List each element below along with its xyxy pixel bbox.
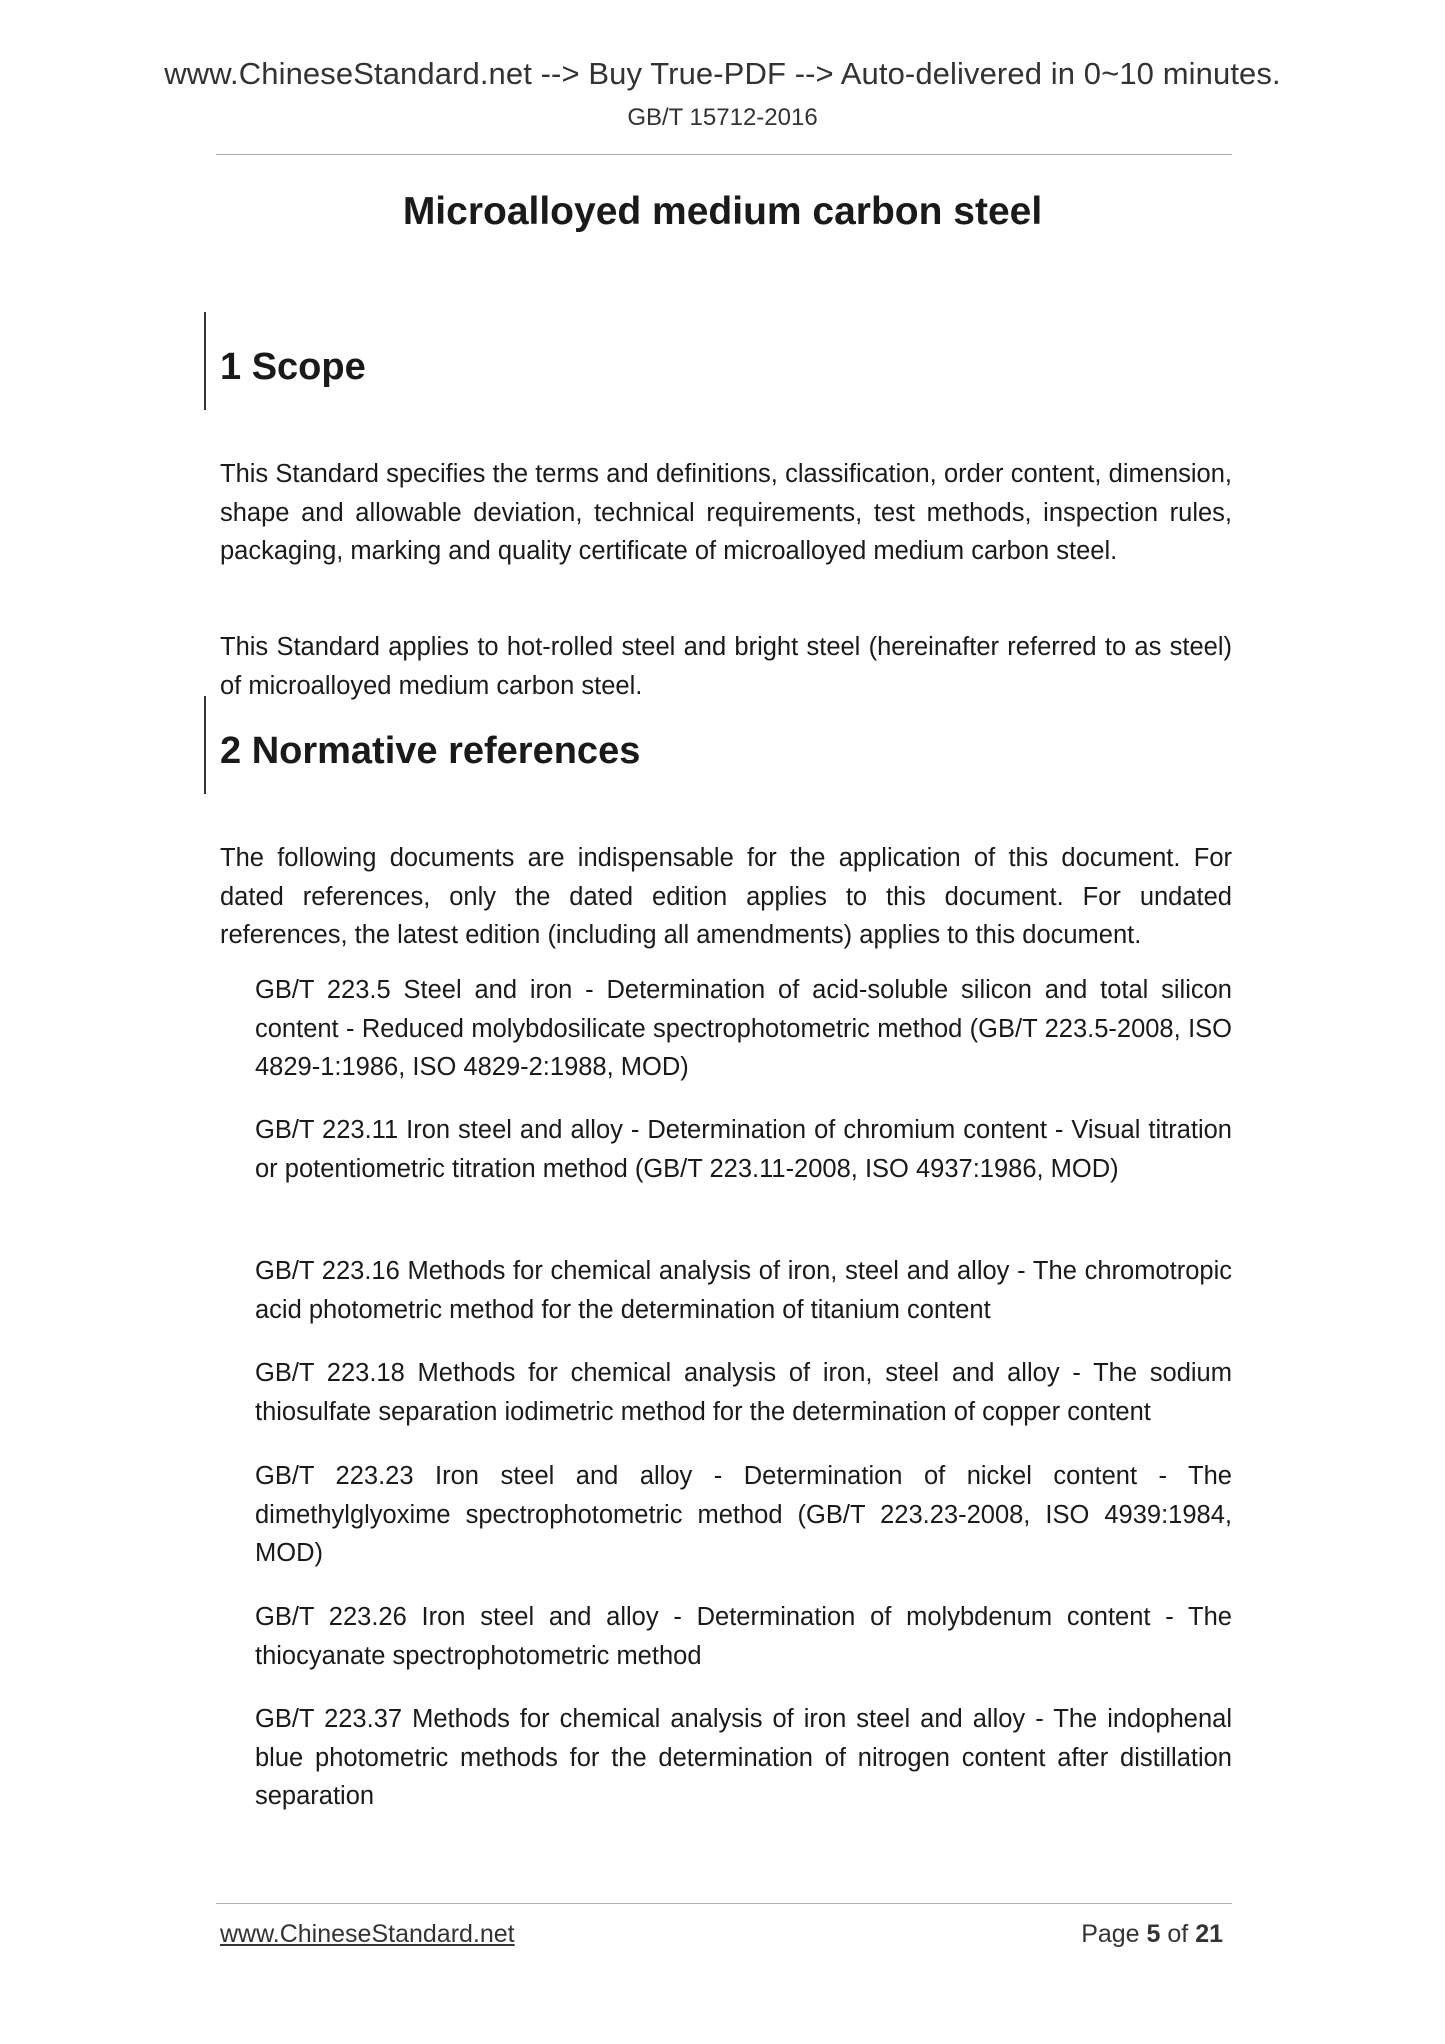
page-indicator <box>1081 1920 1223 1949</box>
references-intro-paragraph: The following documents are indispensable for the application of this document. For dated references, only the dated edition applies to this document. For undated references, the latest edition (including all amendments) applies to this document. <box>220 844 1232 949</box>
reference-item: GB/T 223.11 Iron steel and alloy - Determination of chromium content - Visual titration or potentiometric titration method (GB/T 223.11-2008, ISO 4937:1986, MOD) <box>255 1116 1232 1183</box>
page-current: 5 <box>1146 1920 1161 1948</box>
reference-item: GB/T 223.37 Methods for chemical analysis of iron steel and alloy - The indophenal blue photometric methods for the determination of nitrogen content after distillation separation <box>255 1705 1232 1810</box>
header-banner: www.ChineseStandard.net --> Buy True-PDF --> Auto-delivered in 0~10 minutes. <box>164 56 1281 91</box>
section-1-bar <box>204 312 206 410</box>
reference-item: GB/T 223.16 Methods for chemical analysis of iron, steel and alloy - The chromotropic acid photometric method for the determination of titanium content <box>255 1257 1232 1324</box>
section-2-bar <box>204 696 206 794</box>
section-1-heading: 1 Scope <box>220 346 366 388</box>
reference-item: GB/T 223.26 Iron steel and alloy - Determination of molybdenum content - The thiocyanate spectrophotometric method <box>255 1603 1232 1670</box>
document-title: Microalloyed medium carbon steel <box>402 190 1043 233</box>
reference-item: GB/T 223.23 Iron steel and alloy - Determination of nickel content - The dimethylglyoxime spectrophotometric method (GB/T 223.23-2008, ISO 4939:1984, MOD) <box>255 1462 1232 1567</box>
page-prefix: Page <box>1081 1920 1147 1948</box>
section-2-heading: 2 Normative references <box>220 730 641 772</box>
scope-paragraph-2: This Standard applies to hot-rolled steel and bright steel (hereinafter referred to as steel) of microalloyed medium carbon steel. <box>220 633 1232 700</box>
header-divider <box>216 154 1232 155</box>
standard-number: GB/T 15712-2016 <box>627 104 818 131</box>
scope-paragraph-1: This Standard specifies the terms and definitions, classification, order content, dimension, shape and allowable deviation, technical requirements, test methods, inspection rules, packaging, marking and quality certificate of microalloyed medium carbon steel. <box>220 460 1232 565</box>
footer-divider <box>216 1903 1232 1904</box>
footer-website-link[interactable]: www.ChineseStandard.net <box>220 1920 515 1948</box>
page-of: of <box>1160 1920 1196 1948</box>
reference-item: GB/T 223.5 Steel and iron - Determination of acid-soluble silicon and total silicon content - Reduced molybdosilicate spectrophotometric method (GB/T 223.5-2008, ISO 4829-1:1986, ISO 4829-2:1988, MOD) <box>255 976 1232 1081</box>
reference-item: GB/T 223.18 Methods for chemical analysis of iron, steel and alloy - The sodium thiosulfate separation iodimetric method for the determination of copper content <box>255 1359 1232 1426</box>
page-total: 21 <box>1195 1920 1223 1948</box>
